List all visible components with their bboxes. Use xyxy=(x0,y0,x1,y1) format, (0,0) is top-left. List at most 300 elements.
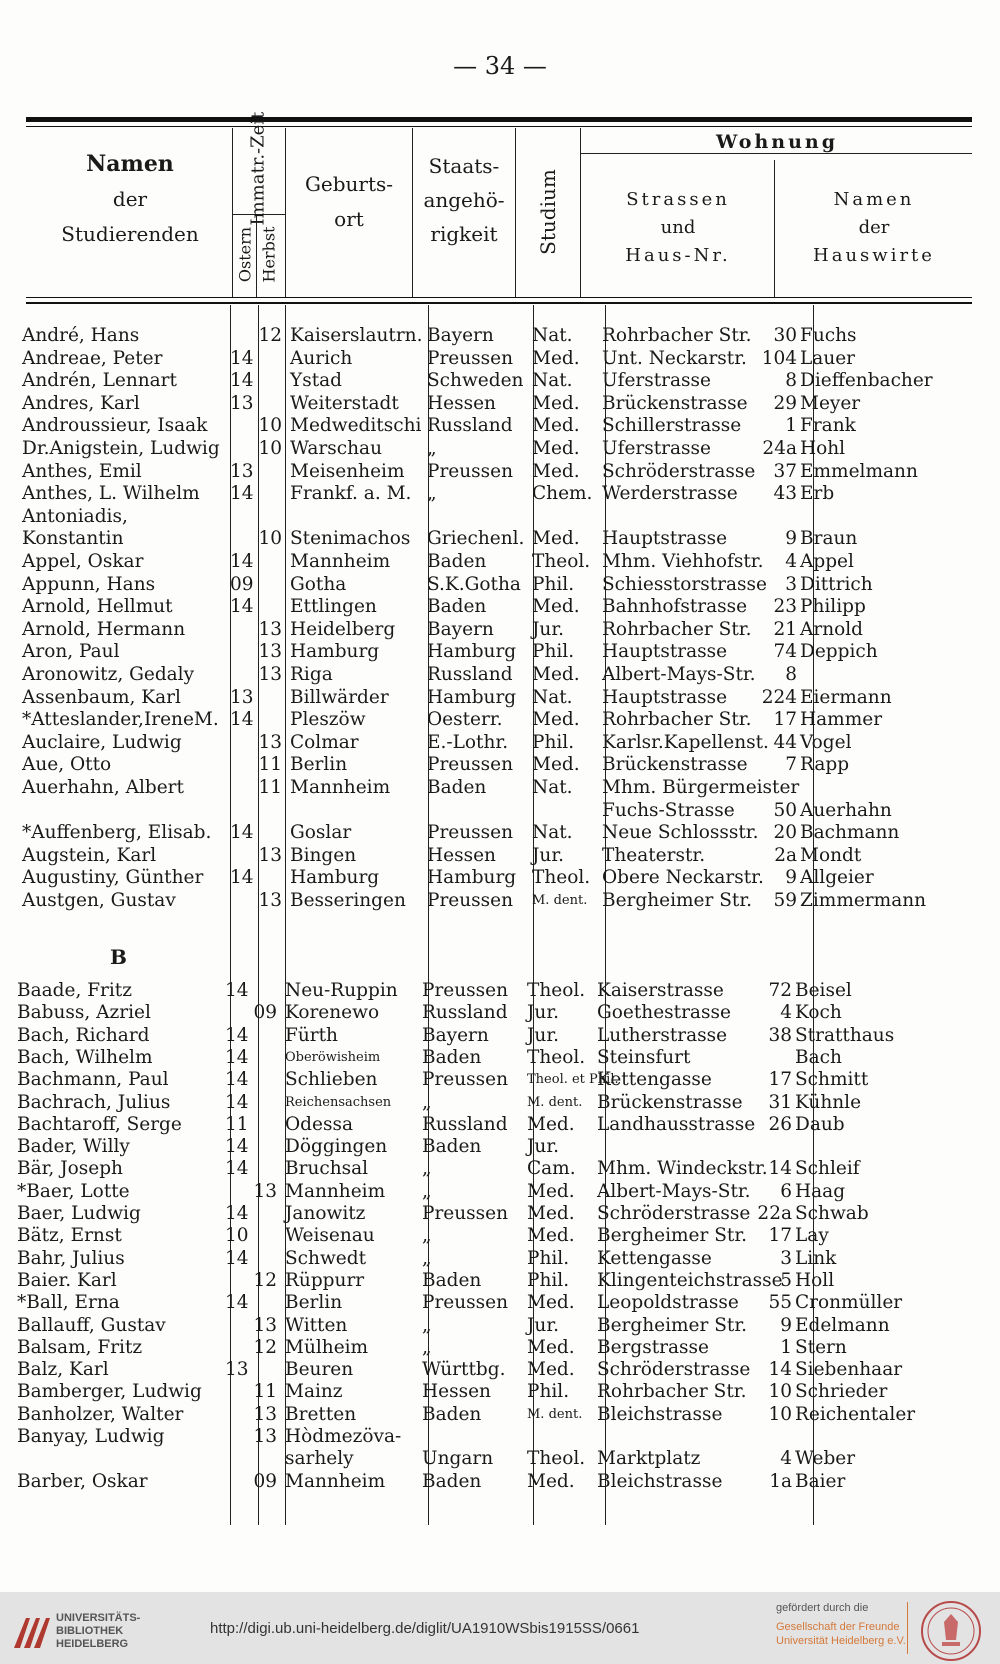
landlord-cell: Stern xyxy=(795,1336,847,1358)
subject-cell: Med. xyxy=(532,528,580,550)
student-name-cell: *Baer, Lotte xyxy=(17,1180,130,1202)
header-staats-3: rigkeit xyxy=(430,222,498,246)
table-row xyxy=(22,370,992,392)
birthplace-cell: Mülheim xyxy=(285,1336,369,1358)
table-row xyxy=(17,1315,987,1337)
student-name-cell: Aron, Paul xyxy=(22,641,120,663)
student-name-cell: Dr.Anigstein, Ludwig xyxy=(22,438,220,459)
birthplace-cell: Witten xyxy=(285,1314,348,1336)
house-number-cell: 10 xyxy=(768,1403,792,1425)
street-cell: Bergstrasse xyxy=(597,1336,709,1358)
student-name-cell: Banyay, Ludwig xyxy=(17,1426,165,1447)
subject-cell: Theol. xyxy=(527,1448,586,1470)
house-number-cell: 9 xyxy=(780,1314,792,1336)
subject-cell: Jur. xyxy=(527,1002,560,1024)
house-number-cell: 4 xyxy=(780,1002,792,1024)
table-row xyxy=(17,1359,987,1381)
subject-cell: Med. xyxy=(532,664,580,685)
col-divider xyxy=(412,128,413,297)
nationality-cell: „ xyxy=(422,1091,432,1113)
birthplace-cell: Schwedt xyxy=(285,1247,367,1269)
subject-cell: Phil. xyxy=(532,731,575,753)
birthplace-cell: Neu-Ruppin xyxy=(285,980,398,1001)
landlord-cell: Reichentaler xyxy=(795,1403,916,1425)
street-cell: Brückenstrasse xyxy=(597,1091,743,1113)
nationality-cell: Hessen xyxy=(427,844,496,866)
house-number-cell: 8 xyxy=(785,370,797,392)
immatr-ostern-cell: 14 xyxy=(225,1091,249,1113)
nationality-cell: Hessen xyxy=(422,1381,491,1403)
subject-cell: Jur. xyxy=(532,844,565,866)
header-studium: Studium xyxy=(536,169,560,255)
footer-url-link[interactable]: http://digi.ub.uni-heidelberg.de/diglit/UA1910WSbis1915SS/0661 xyxy=(210,1620,640,1637)
subject-cell: Med. xyxy=(527,1203,575,1224)
house-number-cell: 38 xyxy=(768,1024,792,1046)
subject-cell: Theol. xyxy=(532,867,591,889)
landlord-cell: Deppich xyxy=(800,641,878,663)
landlord-cell: Link xyxy=(795,1247,837,1269)
nationality-cell: Württbg. xyxy=(422,1359,506,1381)
subject-cell: Nat. xyxy=(532,686,573,708)
subject-cell: Jur. xyxy=(532,618,565,640)
table-row xyxy=(17,1381,987,1403)
house-number-cell: 14 xyxy=(768,1359,792,1381)
library-name xyxy=(56,1612,140,1651)
header-staats-2: angehö- xyxy=(423,188,505,212)
birthplace-cell: Pleszöw xyxy=(290,709,366,731)
student-name-cell: André, Hans xyxy=(22,325,140,346)
student-name-cell: Auerhahn, Albert xyxy=(22,777,184,798)
immatr-herbst-cell: 13 xyxy=(253,1403,277,1425)
immatr-ostern-cell: 14 xyxy=(225,1158,249,1180)
subject-cell: Theol. et Phil. xyxy=(527,1072,619,1088)
immatr-ostern-cell: 10 xyxy=(225,1225,249,1247)
subject-cell: Nat. xyxy=(532,325,573,346)
header-top-rule xyxy=(26,117,972,122)
immatr-herbst-cell: 13 xyxy=(253,1314,277,1336)
table-row xyxy=(22,393,992,415)
street-cell: Kettengasse xyxy=(597,1069,712,1091)
birthplace-cell: Warschau xyxy=(290,438,382,459)
table-row xyxy=(17,980,987,1002)
student-name-cell: Andreae, Peter xyxy=(22,347,163,369)
birthplace-cell: sarhely xyxy=(285,1448,354,1470)
house-number-cell: 22a xyxy=(757,1203,792,1224)
immatr-ostern-cell: 13 xyxy=(230,460,254,482)
birthplace-cell: Mannheim xyxy=(285,1180,386,1202)
student-name-cell: Appunn, Hans xyxy=(22,573,156,595)
landlord-cell: Meyer xyxy=(800,392,861,414)
house-number-cell: 20 xyxy=(773,822,797,844)
nationality-cell: Russland xyxy=(422,1113,508,1135)
subject-cell: Med. xyxy=(532,347,580,369)
house-number-cell: 23 xyxy=(773,596,797,618)
street-cell: Bleichstrasse xyxy=(597,1470,723,1492)
landlord-cell: Mondt xyxy=(800,844,862,866)
landlord-cell: Baier xyxy=(795,1470,846,1492)
street-cell: Goethestrasse xyxy=(597,1002,731,1024)
student-name-cell: Androussieur, Isaak xyxy=(22,415,208,437)
immatr-herbst-cell: 12 xyxy=(253,1269,277,1291)
house-number-cell: 17 xyxy=(768,1225,792,1247)
landlord-cell: Siebenhaar xyxy=(795,1359,903,1381)
house-number-cell: 10 xyxy=(768,1381,792,1403)
house-number-cell: 17 xyxy=(768,1069,792,1091)
house-number-cell: 31 xyxy=(768,1091,792,1113)
ub-logo-icon xyxy=(8,1610,52,1654)
page-number: — 34 — xyxy=(453,52,547,80)
header-der: der xyxy=(112,187,148,211)
street-cell: Kettengasse xyxy=(597,1247,712,1269)
header-strassen-1: Strassen xyxy=(626,189,730,210)
student-name-cell: Arnold, Hellmut xyxy=(22,596,173,618)
immatr-herbst-cell: 09 xyxy=(253,1470,277,1492)
sponsor-divider xyxy=(907,1602,908,1654)
landlord-cell: Schleif xyxy=(795,1158,860,1180)
house-number-cell: 72 xyxy=(768,980,792,1001)
table-row xyxy=(22,687,992,709)
birthplace-cell: Döggingen xyxy=(285,1136,388,1158)
house-number-cell: 44 xyxy=(773,731,797,753)
house-number-cell: 37 xyxy=(773,460,797,482)
student-name-cell: *Ball, Erna xyxy=(17,1292,120,1314)
birthplace-cell: Billwärder xyxy=(290,686,389,708)
nationality-cell: Bayern xyxy=(427,618,494,640)
birthplace-cell: Kaiserslautrn. xyxy=(290,325,423,346)
immatr-ostern-cell: 14 xyxy=(230,551,254,572)
house-number-cell: 1 xyxy=(785,415,797,437)
student-name-cell: Austgen, Gustav xyxy=(22,890,176,911)
immatr-ostern-cell: 14 xyxy=(230,483,254,505)
col-divider xyxy=(774,160,775,297)
landlord-cell: Schmitt xyxy=(795,1069,869,1091)
birthplace-cell: Meisenheim xyxy=(290,460,405,482)
street-cell: Landhausstrasse xyxy=(597,1113,756,1135)
street-cell: Karlsr.Kapellenst. xyxy=(602,731,769,753)
header-strassen-3: Haus-Nr. xyxy=(625,245,731,266)
street-cell: Mhm. Viehhofstr. xyxy=(602,551,764,572)
birthplace-cell: Reichensachsen xyxy=(285,1094,392,1110)
table-row xyxy=(22,800,992,822)
immatr-herbst-cell: 13 xyxy=(258,664,282,685)
street-cell: Schröderstrasse xyxy=(597,1359,751,1381)
table-row xyxy=(17,1225,987,1247)
landlord-cell: Arnold xyxy=(800,618,864,640)
birthplace-cell: Heidelberg xyxy=(290,618,396,640)
student-name-cell: Augstein, Karl xyxy=(22,844,157,866)
subject-cell: Phil. xyxy=(527,1247,570,1269)
subject-cell: Med. xyxy=(532,415,580,437)
birthplace-cell: Mannheim xyxy=(285,1470,386,1492)
house-number-cell: 50 xyxy=(773,799,797,821)
student-name-cell: Baier. Karl xyxy=(17,1269,117,1291)
landlord-cell: Allgeier xyxy=(800,867,874,889)
landlord-cell: Cronmüller xyxy=(795,1292,903,1314)
university-seal-icon xyxy=(920,1600,982,1662)
street-cell: Schröderstrasse xyxy=(602,460,756,482)
house-number-cell: 9 xyxy=(785,528,797,550)
street-cell: Hauptstrasse xyxy=(602,686,728,708)
nationality-cell: „ xyxy=(422,1247,432,1269)
immatr-ostern-cell: 14 xyxy=(230,596,254,618)
landlord-cell: Schwab xyxy=(795,1203,869,1224)
subject-cell: Jur. xyxy=(527,1136,560,1158)
immatr-ostern-cell: 13 xyxy=(230,392,254,414)
street-cell: Mhm. Windeckstr. xyxy=(597,1158,768,1180)
immatr-ostern-cell: 13 xyxy=(225,1359,249,1381)
student-name-cell: Baer, Ludwig xyxy=(17,1203,141,1224)
street-cell: Bleichstrasse xyxy=(597,1403,723,1425)
immatr-herbst-cell: 13 xyxy=(253,1180,277,1202)
header-immatr-zeit: Immatr.-Zeit xyxy=(247,111,269,226)
table-row xyxy=(17,1292,987,1314)
subject-cell: Jur. xyxy=(527,1314,560,1336)
immatr-herbst-cell: 12 xyxy=(258,325,282,346)
col-divider xyxy=(515,128,516,297)
subject-cell: Med. xyxy=(532,438,580,459)
landlord-cell: Vogel xyxy=(800,731,852,753)
nationality-cell: Preussen xyxy=(427,460,514,482)
header-geburtsort-1: Geburts- xyxy=(304,172,394,196)
street-cell: Bahnhofstrasse xyxy=(602,596,748,618)
nationality-cell: Baden xyxy=(422,1136,482,1158)
landlord-cell: Stratthaus xyxy=(795,1024,895,1046)
immatr-herbst-cell: 11 xyxy=(258,754,282,776)
street-cell: Steinsfurt xyxy=(597,1046,691,1068)
subject-cell: Phil. xyxy=(532,573,575,595)
immatr-ostern-cell: 11 xyxy=(225,1113,249,1135)
landlord-cell: Koch xyxy=(795,1002,842,1024)
house-number-cell: 1 xyxy=(780,1336,792,1358)
student-name-cell: Anthes, L. Wilhelm xyxy=(22,483,200,505)
nationality-cell: „ xyxy=(422,1158,432,1180)
table-row xyxy=(22,528,992,550)
house-number-cell: 21 xyxy=(773,618,797,640)
birthplace-cell: Goslar xyxy=(290,822,352,844)
immatr-herbst-cell: 13 xyxy=(258,890,282,911)
nationality-cell: Ungarn xyxy=(422,1448,494,1470)
subject-cell: Jur. xyxy=(527,1024,560,1046)
nationality-cell: Preussen xyxy=(427,754,514,776)
student-name-cell: *Atteslander,IreneM. xyxy=(22,709,219,731)
street-cell: Rohrbacher Str. xyxy=(602,618,752,640)
subject-cell: Med. xyxy=(532,709,580,731)
birthplace-cell: Weisenau xyxy=(285,1225,375,1247)
landlord-cell: Schrieder xyxy=(795,1381,888,1403)
birthplace-cell: Mannheim xyxy=(290,777,391,798)
birthplace-cell: Stenimachos xyxy=(290,528,411,550)
street-cell: Albert-Mays-Str. xyxy=(597,1180,751,1202)
student-name-cell: Baade, Fritz xyxy=(17,980,132,1001)
table-row xyxy=(17,1092,987,1114)
col-divider xyxy=(232,128,233,297)
landlord-cell: Holl xyxy=(795,1269,835,1291)
street-cell: Rohrbacher Str. xyxy=(602,709,752,731)
house-number-cell: 7 xyxy=(785,754,797,776)
immatr-herbst-cell: 13 xyxy=(253,1426,277,1447)
house-number-cell: 224 xyxy=(761,686,797,708)
immatr-ostern-cell: 14 xyxy=(230,370,254,392)
nationality-cell: Hamburg xyxy=(427,686,517,708)
immatr-ostern-cell: 14 xyxy=(230,822,254,844)
street-cell: Albert-Mays-Str. xyxy=(602,664,756,685)
house-number-cell: 26 xyxy=(768,1113,792,1135)
house-number-cell: 104 xyxy=(761,347,797,369)
student-name-cell: Barber, Oskar xyxy=(17,1470,148,1492)
house-number-cell: 2a xyxy=(774,844,797,866)
header-top-rule-thin xyxy=(26,126,972,127)
nationality-cell: „ xyxy=(427,438,437,459)
birthplace-cell: Riga xyxy=(290,664,333,685)
subject-cell: Theol. xyxy=(527,980,586,1001)
student-name-cell: Appel, Oskar xyxy=(22,551,144,572)
table-row xyxy=(17,1069,987,1091)
street-cell: Hauptstrasse xyxy=(602,641,728,663)
subject-cell: Med. xyxy=(532,392,580,414)
landlord-cell: Hammer xyxy=(800,709,883,731)
birthplace-cell: Beuren xyxy=(285,1359,354,1381)
table-row xyxy=(22,415,992,437)
table-row xyxy=(22,461,992,483)
section-letter-b: B xyxy=(110,945,127,969)
birthplace-cell: Mannheim xyxy=(290,551,391,572)
student-name-cell: Bach, Wilhelm xyxy=(17,1046,153,1068)
birthplace-cell: Bingen xyxy=(290,844,357,866)
nationality-cell: Baden xyxy=(427,596,487,618)
library-name-line: UNIVERSITÄTS- xyxy=(56,1612,141,1624)
house-number-cell: 8 xyxy=(785,664,797,685)
table-row xyxy=(22,664,992,686)
student-name-cell: Balz, Karl xyxy=(17,1359,109,1381)
header-ostern: Ostern xyxy=(235,226,255,283)
landlord-cell: Weber xyxy=(795,1448,856,1470)
sponsor-name xyxy=(776,1620,906,1648)
immatr-herbst-cell: 10 xyxy=(258,528,282,550)
birthplace-cell: Besseringen xyxy=(290,890,406,911)
subject-cell: Med. xyxy=(527,1359,575,1381)
birthplace-cell: Janowitz xyxy=(285,1203,366,1224)
birthplace-cell: Bruchsal xyxy=(285,1158,369,1180)
student-name-cell: Andres, Karl xyxy=(22,392,140,414)
nationality-cell: Hamburg xyxy=(427,867,517,889)
immatr-herbst-cell: 10 xyxy=(258,415,282,437)
landlord-cell: Erb xyxy=(800,483,835,505)
immatr-herbst-cell: 13 xyxy=(258,731,282,753)
subject-cell: Med. xyxy=(527,1225,575,1247)
subject-cell: Med. xyxy=(527,1336,575,1358)
subject-cell: M. dent. xyxy=(527,1406,583,1422)
landlord-cell: Lauer xyxy=(800,347,856,369)
subject-cell: Med. xyxy=(527,1292,575,1314)
nationality-cell: Baden xyxy=(422,1403,482,1425)
nationality-cell: Preussen xyxy=(427,822,514,844)
student-name-cell: Bachmann, Paul xyxy=(17,1069,169,1091)
student-name-cell: Balsam, Fritz xyxy=(17,1336,143,1358)
birthplace-cell: Oberöwisheim xyxy=(285,1049,381,1065)
nationality-cell: Schweden xyxy=(427,370,524,392)
table-row xyxy=(22,777,992,799)
subject-cell: Cam. xyxy=(527,1158,576,1180)
subject-cell: Nat. xyxy=(532,822,573,844)
sponsor-name-line: Universität Heidelberg e.V. xyxy=(776,1635,906,1647)
table-row xyxy=(17,1448,987,1470)
subject-cell: Nat. xyxy=(532,370,573,392)
table-row xyxy=(17,1047,987,1069)
house-number-cell: 1a xyxy=(769,1470,792,1492)
student-name-cell: Bär, Joseph xyxy=(17,1158,123,1180)
table-row xyxy=(17,1158,987,1180)
header-hauswirte-3: Hauswirte xyxy=(813,245,935,266)
landlord-cell: Edelmann xyxy=(795,1314,890,1336)
landlord-cell: Bach xyxy=(795,1046,842,1068)
subject-cell: M. dent. xyxy=(527,1094,583,1110)
house-number-cell: 14 xyxy=(768,1158,792,1180)
landlord-cell: Eiermann xyxy=(800,686,892,708)
table-row xyxy=(22,867,992,889)
landlord-cell: Fuchs xyxy=(800,325,857,346)
subject-cell: Med. xyxy=(532,596,580,618)
immatr-ostern-cell: 14 xyxy=(225,1292,249,1314)
nationality-cell: Preussen xyxy=(422,1292,509,1314)
birthplace-cell: Aurich xyxy=(290,347,353,369)
birthplace-cell: Frankf. a. M. xyxy=(290,483,412,505)
nationality-cell: Griechenl. xyxy=(427,528,525,550)
subject-cell: Phil. xyxy=(532,641,575,663)
landlord-cell: Hohl xyxy=(800,438,846,459)
subject-cell: M. dent. xyxy=(532,893,588,908)
street-cell: Theaterstr. xyxy=(602,844,706,866)
street-cell: Klingenteichstrasse xyxy=(597,1269,783,1291)
street-cell: Schröderstrasse xyxy=(597,1203,751,1224)
student-name-cell: Banholzer, Walter xyxy=(17,1403,184,1425)
student-name-cell: Babuss, Azriel xyxy=(17,1002,151,1024)
street-cell: Bergheimer Str. xyxy=(602,890,753,911)
student-name-cell: Anthes, Emil xyxy=(22,460,142,482)
birthplace-cell: Odessa xyxy=(285,1113,353,1135)
house-number-cell: 9 xyxy=(785,867,797,889)
table-row xyxy=(17,1002,987,1024)
table-row xyxy=(22,551,992,573)
table-row xyxy=(22,325,992,347)
birthplace-cell: Medweditschi xyxy=(290,415,422,437)
table-row xyxy=(22,754,992,776)
nationality-cell: „ xyxy=(422,1314,432,1336)
street-cell: Kaiserstrasse xyxy=(597,980,724,1001)
immatr-herbst-cell: 13 xyxy=(258,618,282,640)
birthplace-cell: Korenewo xyxy=(285,1002,380,1024)
birthplace-cell: Bretten xyxy=(285,1403,357,1425)
street-cell: Rohrbacher Str. xyxy=(597,1381,747,1403)
birthplace-cell: Hamburg xyxy=(290,867,380,889)
nationality-cell: „ xyxy=(427,483,437,505)
subject-cell: Med. xyxy=(527,1180,575,1202)
student-name-cell: Aue, Otto xyxy=(22,754,112,776)
header-strassen-2: und xyxy=(660,217,696,238)
landlord-cell: Bachmann xyxy=(800,822,900,844)
house-number-cell: 4 xyxy=(780,1448,792,1470)
nationality-cell: Hamburg xyxy=(427,641,517,663)
footer-bar xyxy=(0,1592,1000,1664)
student-name-cell: Bamberger, Ludwig xyxy=(17,1381,202,1403)
landlord-cell: Lay xyxy=(795,1225,829,1247)
street-cell: Neue Schlossstr. xyxy=(602,822,759,844)
house-number-cell: 59 xyxy=(773,890,797,911)
immatr-ostern-cell: 14 xyxy=(225,1069,249,1091)
header-studierenden: Studierenden xyxy=(61,222,199,246)
nationality-cell: Baden xyxy=(422,1269,482,1291)
street-cell: Unt. Neckarstr. xyxy=(602,347,747,369)
subject-cell: Med. xyxy=(532,460,580,482)
